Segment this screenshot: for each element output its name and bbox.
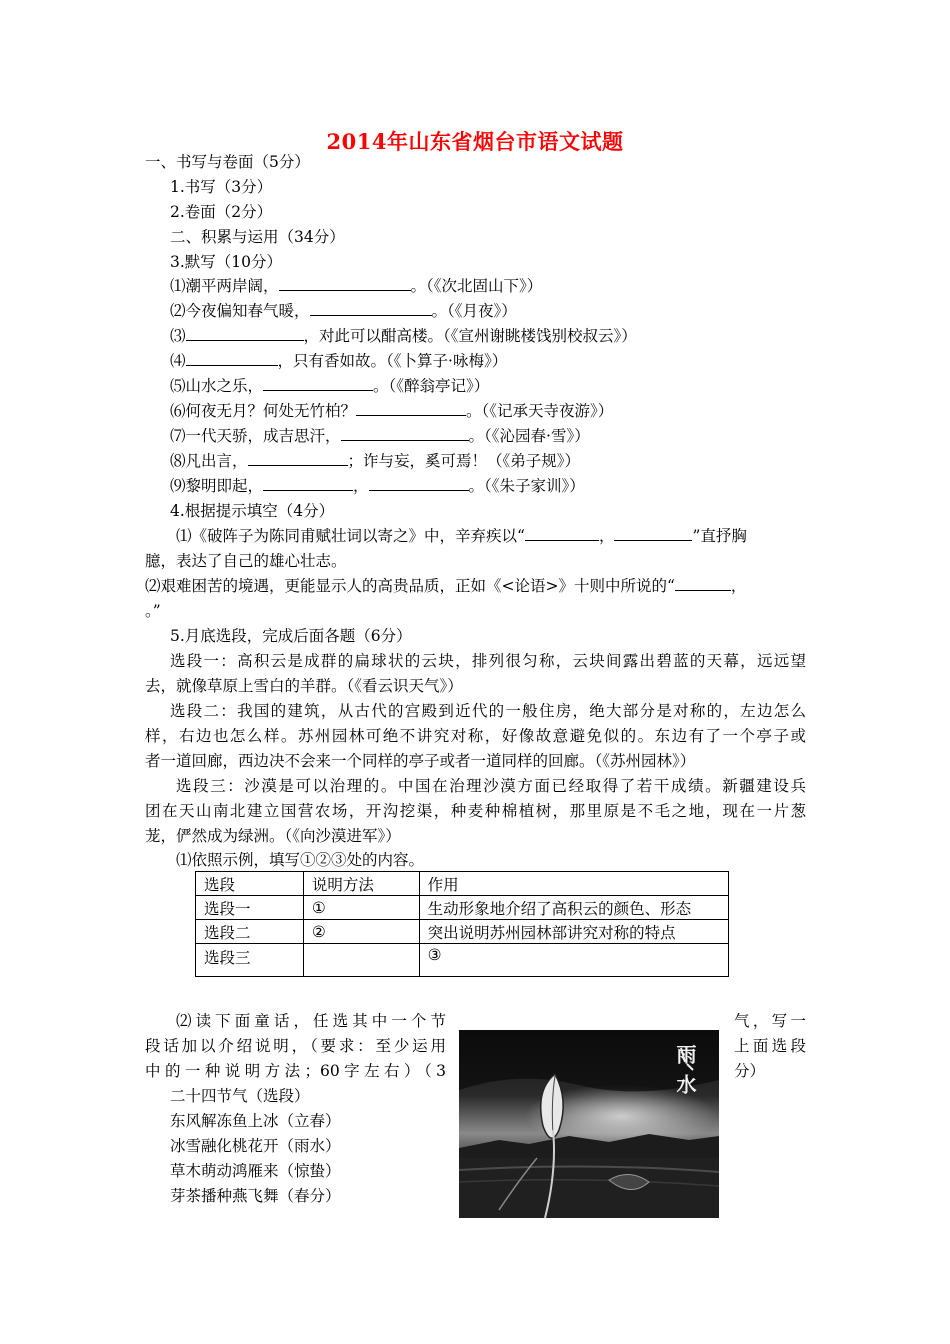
q3-item-4-post: ，只有香如故。（《卜算子·咏梅》） (277, 352, 508, 370)
q4-item-1-line-2: 臆，表达了自己的雄心壮志。 (145, 552, 347, 570)
table-header: 作用 (419, 872, 728, 896)
answer-blank[interactable] (356, 399, 466, 416)
q3-item-5-pre: ⑸山水之乐， (170, 377, 264, 395)
q5-sub-2-line-1: ⑵读下面童话，任选其中一个节 (176, 1012, 446, 1030)
q3-item-8-mid: ；诈与妄，奚可焉！（《弟子规》） (347, 452, 581, 470)
q3-item-3-post: ，对此可以酣高楼。（《宣州谢眺楼饯别校叔云》） (303, 327, 637, 345)
q1-text: 1.书写（3分） (170, 178, 273, 196)
q3-item-7-pre: ⑺一代天骄，成吉思汗， (170, 427, 341, 445)
table-cell: 生动形象地介绍了高积云的颜色、形态 (419, 896, 728, 920)
q3-item-2-post: 。（《月夜》） (431, 302, 517, 320)
answer-blank[interactable] (279, 274, 411, 291)
q3-item-5 (170, 374, 489, 398)
rain-water-illustration (459, 1030, 719, 1218)
q3-item-2 (170, 299, 517, 323)
table-row (196, 896, 729, 920)
q3-item-1-pre: ⑴潮平两岸阔， (170, 277, 279, 295)
q4-item-1-post: ”直抒胸 (692, 527, 747, 545)
q3-item-6-post: 。（《记承天寺夜游》） (466, 402, 614, 420)
table-cell: 选段三 (196, 944, 304, 977)
q2-text: 2.卷面（2分） (170, 203, 273, 221)
q3-item-3 (170, 324, 637, 348)
answer-blank[interactable] (310, 299, 432, 316)
q3-item-4 (170, 349, 507, 373)
table-cell[interactable] (303, 944, 419, 977)
passage-2-line-3: 者一道回廊，西边决不会来一个同样的亭子或者一道同样的回廊。（《苏州园林》） (145, 752, 696, 770)
table-row (196, 920, 729, 944)
table-cell[interactable]: ③ (419, 944, 728, 977)
answer-blank[interactable] (263, 374, 373, 391)
passage-2-line-2: 样，右边也怎么样。苏州园林可绝不讲究对称，好像故意避免似的。东边有了一个亭子或 (145, 727, 806, 745)
solar-term-item: 东风解冻鱼上冰（立春） (170, 1112, 341, 1130)
table-cell: 选段二 (196, 920, 304, 944)
page-title: 2014年山东省烟台市语文试题 (326, 129, 624, 154)
answer-blank[interactable] (675, 574, 731, 591)
passage-3-line-1: 选段三：沙漠是可以治理的。中国在治理沙漠方面已经取得了若干成绩。新疆建设兵 (176, 777, 806, 795)
q5-sub-1: ⑴依照示例，填写①②③处的内容。 (176, 851, 425, 869)
q3-item-9-mid: ， (353, 477, 369, 495)
q3-item-8-pre: ⑻凡出言， (170, 452, 248, 470)
table-header-row (196, 872, 729, 896)
solar-term-item: 冰雪融化桃花开（雨水） (170, 1137, 341, 1155)
part2-heading: 二、积累与运用（34分） (170, 228, 345, 246)
q5-sub-2-line-3: 中的一种说明方法；60字左右）（3 (145, 1062, 446, 1080)
illustration-caption: 雨水 (673, 1044, 697, 1104)
q3-item-8 (170, 449, 580, 473)
q3-item-3-pre: ⑶ (170, 327, 186, 345)
answer-blank[interactable] (369, 474, 469, 491)
passage-3-line-2: 团在天山南北建立国营农场，开沟挖渠，种麦种棉植树，那里原是不毛之地，现在一片葱 (145, 802, 806, 820)
q5-sub-2-line-2: 段话加以介绍说明，（要求：至少运用 (145, 1037, 446, 1055)
table-cell[interactable]: ① (303, 896, 419, 920)
q3-item-9-post: 。（《朱子家训》） (468, 477, 585, 495)
q4-item-1-mid: ， (598, 527, 615, 545)
answer-blank[interactable] (341, 424, 469, 441)
solar-term-item: 芽茶播种燕飞舞（春分） (170, 1187, 341, 1205)
passage-3-line-3: 茏，俨然成为绿洲。（《向沙漠进军》） (145, 827, 401, 845)
solar-term-item: 草木萌动鸿雁来（惊蛰） (170, 1162, 341, 1180)
q3-item-7-post: 。（《沁园春·雪》） (468, 427, 590, 445)
q4-heading: 4.根据提示填空（4分） (170, 502, 335, 520)
table-cell[interactable]: ② (303, 920, 419, 944)
answer-blank[interactable] (186, 324, 304, 341)
q4-item-1-line-1 (176, 524, 747, 548)
q3-item-7 (170, 424, 590, 448)
table-cell: 突出说明苏州园林部讲究对称的特点 (419, 920, 728, 944)
q3-item-4-pre: ⑷ (170, 352, 186, 370)
q4-item-2-pre: ⑵艰难困苦的境遇，更能显示人的高贵品质，正如《<论语>》十则中所说的“ (145, 577, 675, 595)
table-header: 选段 (196, 872, 304, 896)
q3-item-1 (170, 274, 542, 298)
q4-item-2-line-2: 。” (145, 602, 161, 620)
q5-sub-2-right-3: 分） (734, 1062, 766, 1080)
table-cell: 选段一 (196, 896, 304, 920)
q4-item-1-pre: ⑴《破阵子为陈同甫赋壮词以寄之》中，辛弃疾以“ (176, 527, 525, 545)
passage-1-line-1: 选段一：高积云是成群的扁球状的云块，排列很匀称，云块间露出碧蓝的天幕，远远望 (170, 652, 806, 670)
q3-item-2-pre: ⑵今夜偏知春气暖， (170, 302, 310, 320)
answer-blank[interactable] (263, 474, 353, 491)
passage-1-line-2: 去，就像草原上雪白的羊群。（《看云识天气》） (145, 677, 463, 695)
table-row (196, 944, 729, 977)
q5-heading: 5.月底选段，完成后面各题（6分） (170, 627, 412, 645)
solar-terms-title: 二十四节气（选段） (170, 1087, 310, 1105)
q3-item-6 (170, 399, 613, 423)
q4-item-2-line-1 (145, 574, 746, 598)
q3-item-9 (170, 474, 585, 498)
q5-sub-2-right-1: 气，写一 (734, 1012, 806, 1030)
table-header: 说明方法 (303, 872, 419, 896)
q3-item-9-pre: ⑼黎明即起， (170, 477, 264, 495)
answer-blank[interactable] (614, 524, 692, 541)
q3-item-5-post: 。（《醉翁亭记》） (373, 377, 490, 395)
q3-heading: 3.默写（10分） (170, 253, 283, 271)
passage-2-line-1: 选段二：我国的建筑，从古代的宫殿到近代的一般住房，绝大部分是对称的，左边怎么 (170, 702, 806, 720)
q3-item-6-pre: ⑹何夜无月？何处无竹柏？ (170, 402, 357, 420)
q3-item-1-post: 。（《次北固山下》） (410, 277, 543, 295)
answer-blank[interactable] (186, 349, 278, 366)
answer-blank[interactable] (248, 449, 348, 466)
q4-item-2-post: ， (730, 577, 747, 595)
answer-blank[interactable] (525, 524, 599, 541)
part1-heading: 一、书写与卷面（5分） (145, 153, 310, 171)
q5-sub-2-right-2: 上面选段 (734, 1037, 806, 1055)
method-table (195, 871, 729, 977)
